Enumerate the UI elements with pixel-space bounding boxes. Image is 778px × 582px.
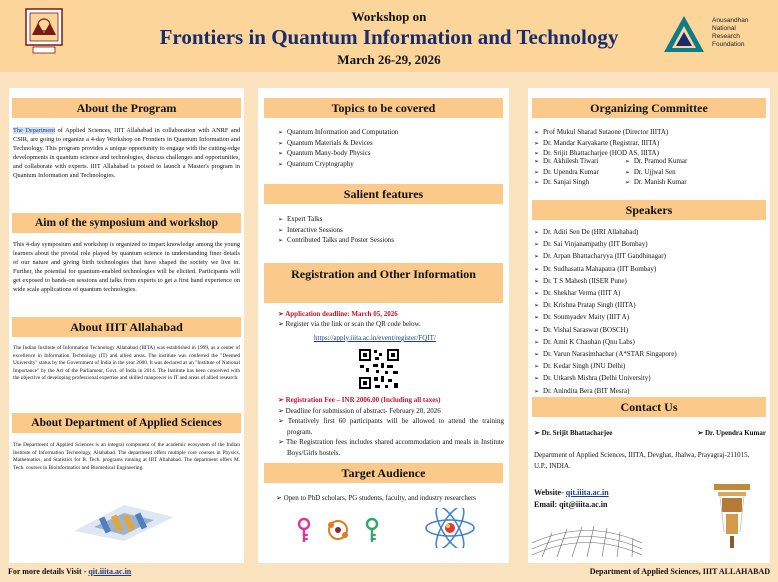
workshop-date: March 26-29, 2026 <box>337 52 441 67</box>
list-item: ➢ Dr. Sai Vinjanampathy (IIT Bombay) <box>534 239 677 251</box>
right-column <box>528 88 770 563</box>
list-item: ➢ Dr. Srijit Bhattacharjee (HOD AS, IIITA) <box>534 149 668 160</box>
contact-heading: Contact Us <box>532 397 766 417</box>
topics-heading: Topics to be covered <box>264 98 503 118</box>
registration-details <box>278 395 504 458</box>
list-item: ➢ Dr. Krishna Pratap Singh (IIITA) <box>534 300 677 312</box>
list-item: ➢ Expert Talks <box>278 215 394 226</box>
anrf-logo-text: Anusandhan National Research Foundation <box>712 17 749 48</box>
icons-strip-icon <box>294 516 384 544</box>
list-item: ➢ Dr. Ujjwal Sen <box>625 168 688 179</box>
list-item: ➢ Prof Mukul Sharad Sutaone (Director IIITA) <box>534 128 668 139</box>
topics-list <box>278 128 398 170</box>
list-item: ➢ Dr. Anindita Bera (BIT Mesra) <box>534 386 677 398</box>
salient-heading: Salient features <box>264 184 503 204</box>
registration-fee: ➢ Registration Fee – INR 2006.00 (Including all taxes) <box>278 396 441 404</box>
list-item: ➢ Quantum Cryptography <box>278 160 398 171</box>
list-item: ➢ Quantum Many-body Physics <box>278 149 398 160</box>
list-item: ➢ Quantum Materials & Devices <box>278 139 398 150</box>
committee-left-list <box>534 157 599 189</box>
contact-persons <box>534 429 766 437</box>
about-program-text: The Department of Applied Sciences, IIIT Allahabad in collaboration with ANRF and CSIR, are going to organize a 4-day Workshop on Frontiers in Quantum Information and Technology. This program provides a unique opportunity to engage with the cutting-edge developments in quantum science and technologies, discuss challenges and opportunities, and collaborate with experts. IIIT Allahabad is poised to launch a Master's program in Quantum Information and Technologies. <box>13 127 240 179</box>
list-item: ➢ Dr. Arpan Bhattacharyya (IIT Gandhinagar) <box>534 251 677 263</box>
speakers-heading: Speakers <box>532 200 766 220</box>
committee-heading: Organizing Committee <box>532 98 766 118</box>
footer-right: Department of Applied Sciences, IIIT ALLAHABAD <box>589 567 770 576</box>
list-item: ➢ Dr. Kedar Singh (JNU Delhi) <box>534 361 677 373</box>
left-column <box>9 88 244 563</box>
about-program-heading: About the Program <box>12 98 241 118</box>
list-item: ➢ Deadline for submission of abstract- February 20, 2026 <box>278 406 441 415</box>
registration-block <box>278 309 421 329</box>
quantum-computer-icon <box>704 482 760 554</box>
list-item: ➢ Dr. Akhilesh Tiwari <box>534 157 599 168</box>
contact-address: Department of Applied Sciences, IIITA, Devghat, Jhalwa, Prayagraj-211015, U.P., INDIA. <box>534 451 750 470</box>
list-item: ➢ Dr. Sanjai Singh <box>534 178 599 189</box>
application-deadline: ➢ Application deadline: March 05, 2026 <box>278 310 398 318</box>
list-item: ➢ Dr. Mandar Karyakarte (Registrar, IIITA) <box>534 139 668 150</box>
list-item: ➢ Dr. T S Mahesh (IISER Pune) <box>534 276 677 288</box>
target-text: ➢ Open to PhD scholars, PG students, faculty, and industry researchers <box>276 494 477 502</box>
website-link[interactable]: qit.iiita.ac.in <box>565 488 609 497</box>
list-item: ➢ Dr. Utkarsh Mishra (Delhi University) <box>534 373 677 385</box>
footer-left: For more details Visit - qit.iiita.ac.in <box>8 567 132 576</box>
list-item: ➢ Dr. Soumyadev Maity (IIIT A) <box>534 312 677 324</box>
about-dept-text: The Department of Applied Sciences is an integral component of the academic ecosystem of the Indian Institute of Information Technology, Allahabad. The department offers multiple core courses in Physics, Mathematics, and Statistics for B. Tech. programs running at IIIT Allahabad. The department offers M. Tech. courses in Bioinformatics and Biomedical Engineering. <box>13 442 240 471</box>
qr-code-icon[interactable] <box>357 347 401 391</box>
contact-person-2: ➢ Dr. Upendra Kumar <box>697 429 766 437</box>
aim-text: This 4-day symposium and workshop is organized to impart knowledge among the young learners about the pivotal role played by quantum science in understanding finer details of our nature and giving birth technologies that have shaped the society we live in. Further, the potential for quantum-enabled technologies will be elicited. Participants will get exposed to hands-on sessions and talks from experts to get a first hand experience on wide scale applications of quantum technologies. <box>13 241 240 293</box>
list-item: ➢ Dr. Pramod Kumar <box>625 157 688 168</box>
list-item: ➢ Dr. Aditi Sen De (HRI Allahabad) <box>534 227 677 239</box>
speakers-list <box>534 227 677 398</box>
email-link[interactable]: qit@iiita.ac.in <box>559 500 608 509</box>
graphene-lattice-icon <box>532 513 642 558</box>
header-banner <box>0 0 778 72</box>
aim-heading: Aim of the symposium and workshop <box>12 213 241 233</box>
register-instructions: ➢ Register via the link or scan the QR code below. <box>278 320 421 328</box>
list-item: ➢ Quantum Information and Computation <box>278 128 398 139</box>
about-iiita-text: The Indian Institute of Information Technology Allahabad (IIITA) was established in 1999, as a center of excellence in Information Technology (IT) and allied areas. The institute was conferred the "Deemed University" status by the Government of India in the year 2000. It was declared as an "Institute of National Importance" by the Act of the Parliament, Govt. of India in 2014. The Institute has been conceived with the objective of developing professional expertise and skilled manpower in IT and areas of allied research. <box>13 345 240 381</box>
footer-link[interactable]: qit.iiita.ac.in <box>88 567 132 576</box>
committee-right-list <box>599 157 688 189</box>
salient-list <box>278 215 394 247</box>
atom-icon <box>424 508 476 548</box>
list-item: ➢ Tentatively first 60 participants will be allowed to attend the training program. <box>278 417 504 436</box>
contact-person-1: ➢ Dr. Srijit Bhattacharjee <box>534 429 613 437</box>
workshop-subtitle: Workshop on <box>351 9 427 24</box>
committee-list <box>534 128 668 160</box>
about-dept-heading: About Department of Applied Sciences <box>12 413 241 433</box>
anrf-logo-icon <box>662 14 706 54</box>
list-item: ➢ Dr. Upendra Kumar <box>534 168 599 179</box>
list-item: ➢ Dr. Varun Narasimhachar (A*STAR Singapore) <box>534 349 677 361</box>
contact-links: Website- qit.iiita.ac.in Email: qit@iiita.ac.in <box>534 488 609 509</box>
target-heading: Target Audience <box>264 463 503 483</box>
list-item: ➢ Dr. Manish Kumar <box>625 178 688 189</box>
list-item: ➢ Interactive Sessions <box>278 226 394 237</box>
registration-heading: Registration and Other Information <box>264 263 503 303</box>
committee-columns <box>534 157 766 189</box>
list-item: ➢ Dr. Shekhar Verma (IIIT A) <box>534 288 677 300</box>
registration-link[interactable]: https://apply.iiita.ac.in/event/register/FQIT/ <box>314 334 436 342</box>
about-iiita-heading: About IIIT Allahabad <box>12 317 241 337</box>
middle-column <box>258 88 509 563</box>
list-item: ➢ The Registration fees includes shared accommodation and meals in Institute Boys/Girls hostels. <box>278 438 504 457</box>
chip-illustration-icon <box>64 493 184 543</box>
list-item: ➢ Dr. Amit K Chauhan (Qnu Labs) <box>534 337 677 349</box>
page-title: Frontiers in Quantum Information and Technology <box>159 25 619 49</box>
list-item: ➢ Contributed Talks and Poster Sessions <box>278 236 394 247</box>
list-item: ➢ Dr. Vishal Saraswat (BOSCH) <box>534 325 677 337</box>
list-item: ➢ Dr. Sudhasatta Mahapatra (IIT Bombay) <box>534 264 677 276</box>
